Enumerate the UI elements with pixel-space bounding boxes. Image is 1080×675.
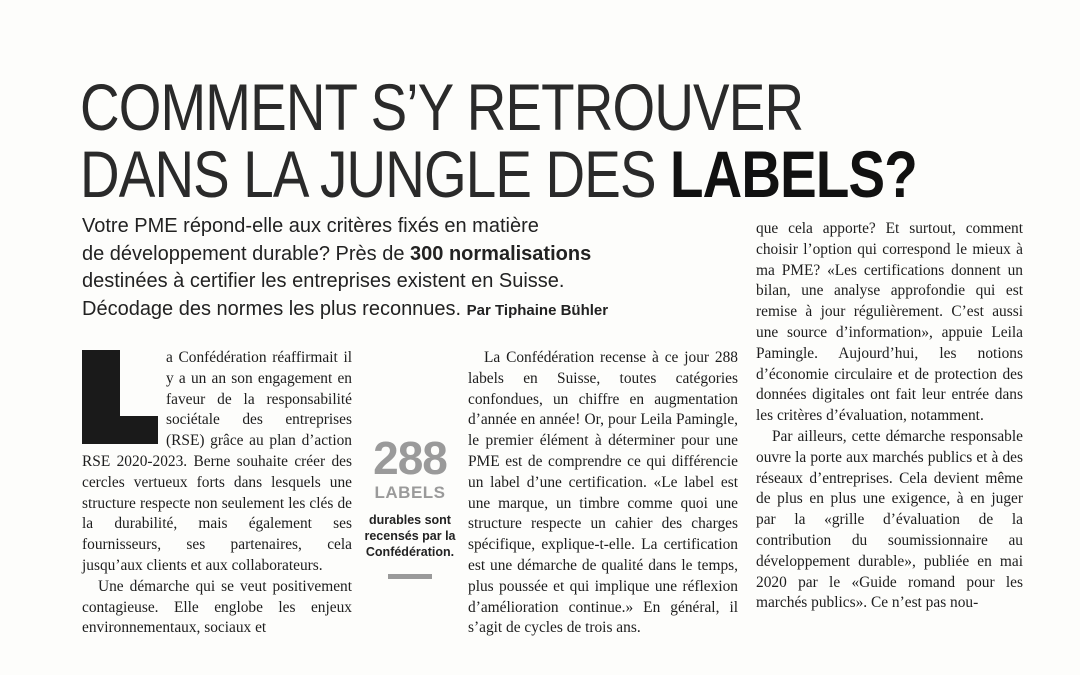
column-1-paragraph-1 — [82, 348, 352, 577]
stat-unit: LABELS — [374, 483, 446, 502]
byline: Par Tiphaine Bühler — [466, 301, 609, 319]
stat-description: durables sont recensés par la Confédération. — [364, 513, 456, 559]
lead-highlight: 300 normalisations — [410, 242, 592, 265]
headline-line-2-regular: DANS LA JUNGLE DES — [80, 137, 671, 212]
column-1-paragraph-2: Une démarche qui se veut positivement contagieuse. Elle englobe les enjeux environnementaux, sociaux et — [82, 577, 352, 637]
headline — [80, 70, 1040, 212]
drop-cap — [82, 350, 158, 444]
stat-divider — [388, 574, 432, 579]
column-2-paragraph-1: La Confédération recense à ce jour 288 labels en Suisse, toutes catégories confondues, un chiffre en augmentation d’année en année! Or, pour Leila Pamingle, le premier élément à déterminer pour une PME est de comprendre ce qui différencie un label d’une certification. «Le label est une marque, un timbre comme quoi une structure respecte un cahier des charges spécifique, explique-t-elle. La certification est une démarche de qualité dans le temps, plus poussée et qui implique une réflexion d’amélioration continue.» En général, il s’agit de cycles de trois ans. — [468, 349, 738, 637]
headline-line-2 — [80, 137, 917, 212]
stat-number: 288 — [373, 432, 447, 484]
lead-paragraph — [82, 213, 732, 324]
lead-line-4 — [82, 296, 732, 325]
headline-line-2-bold: LABELS? — [670, 137, 917, 212]
column-1-text-1: a Confédération réaffirmait il y a un an son engagement en faveur de la responsabilité sociétale des entreprises (RSE) grâce au plan d’action RSE 2020-2023. Berne souhaite créer des cercles vertueux forts dans lesquels une structure respecte non seulement les clés de la durabilité, mais également ses fournisseurs, ses partenaires, cela jusqu’aux clients et aux collaborateurs. — [82, 349, 352, 574]
column-3-paragraph-1: que cela apporte? Et surtout, comment choisir l’option qui correspond le mieux à ma PME? «Les certifications donnent un bilan, une analyse approfondie qui est remise à jour régulièrement. C’est aussi une source d’information», appuie Leila Pamingle. Aujourd’hui, les notions d’économie circulaire et de protection des données digitales ont fait leur entrée dans les critères d’évaluation, notamment. — [756, 220, 1023, 425]
column-2 — [468, 348, 738, 639]
lead-line-2 — [82, 241, 732, 269]
lead-line-1: Votre PME répond-elle aux critères fixés en matière — [82, 215, 539, 237]
lead-line-3: destinées à certifier les entreprises existent en Suisse. — [82, 270, 565, 292]
column-3 — [756, 219, 1023, 614]
lead-line-2-text: de développement durable? Près de — [82, 242, 411, 265]
headline-line-1: COMMENT S’Y RETROUVER — [80, 70, 804, 145]
lead-line-4-text: Décodage des normes les plus reconnues. — [82, 297, 467, 320]
column-1 — [82, 348, 352, 639]
column-3-paragraph-2: Par ailleurs, cette démarche responsable ouvre la porte aux marchés publics et à des réseaux d’entreprises. Cela devient même de plus en plus une exigence, à en juger par la «grille d’évaluation de la contribution du soumissionnaire au développement durable», publiée en mai 2020 par le «Guide romand pour les marchés publics». Ce n’est pas nou- — [756, 427, 1023, 612]
stat-callout — [360, 434, 460, 579]
